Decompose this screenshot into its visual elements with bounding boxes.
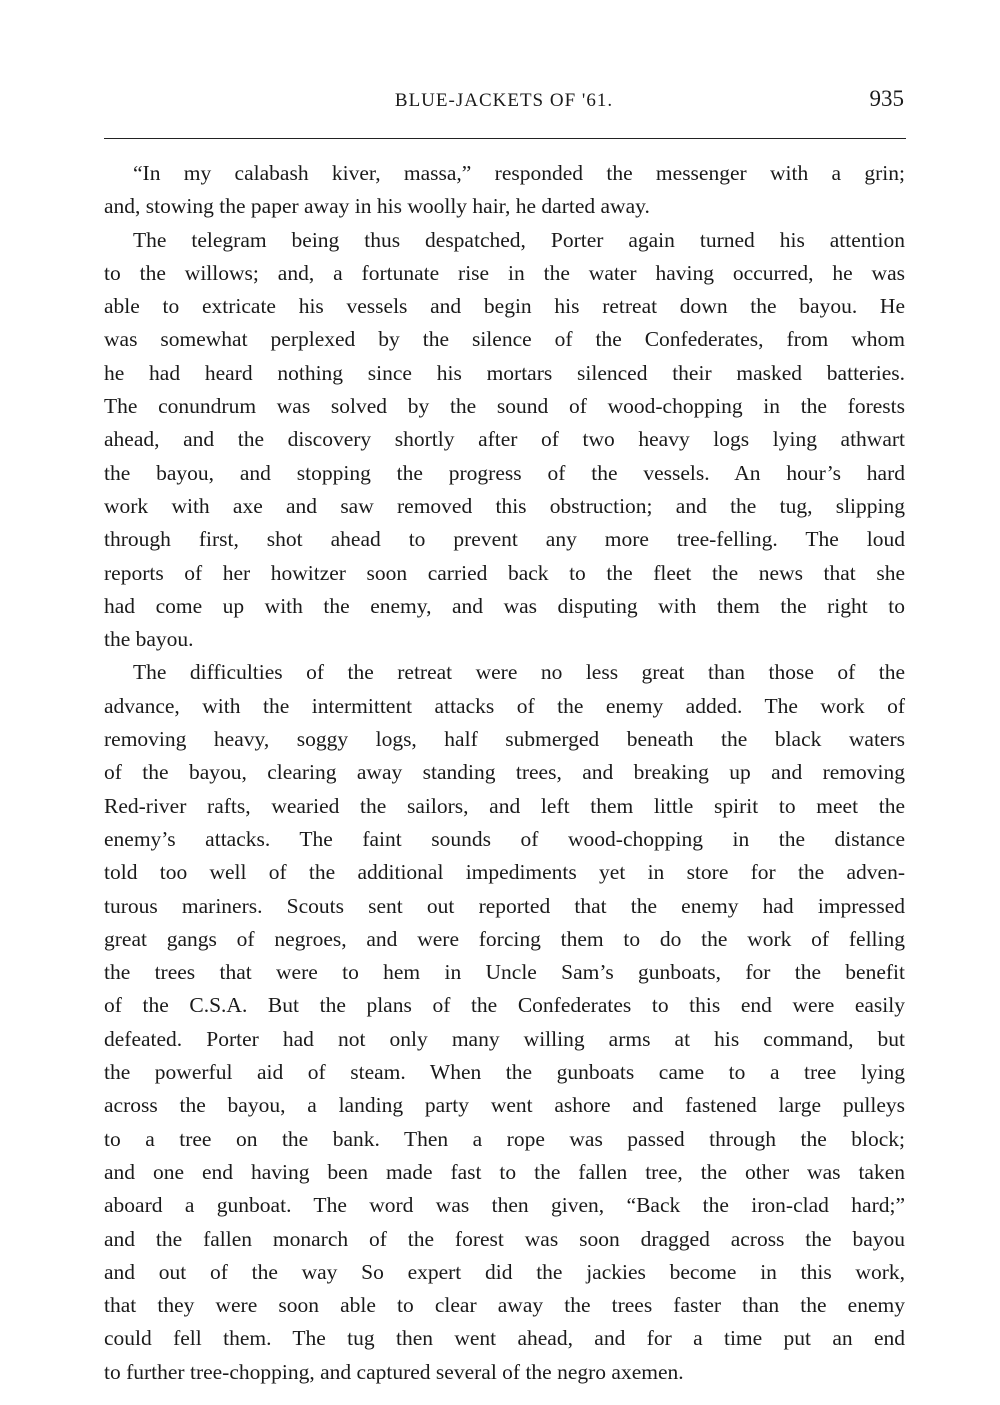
- text-line: the powerful aid of steam. When the gunboats came to a tree lying: [104, 1060, 905, 1085]
- paragraph: [104, 157, 905, 224]
- text-line: ahead, and the discovery shortly after of two heavy logs lying athwart: [104, 427, 905, 452]
- text-line: advance, with the intermittent attacks of the enemy added. The work of: [104, 693, 905, 718]
- paragraph: [104, 656, 905, 1389]
- text-line: great gangs of negroes, and were forcing them to do the work of felling: [104, 926, 905, 951]
- text-line: the bayou, and stopping the progress of the vessels. An hour’s hard: [104, 460, 905, 485]
- header-rule: [104, 138, 906, 139]
- text-line: and one end having been made fast to the fallen tree, the other was taken: [104, 1159, 905, 1184]
- text-line: and the fallen monarch of the forest was soon dragged across the bayou: [104, 1226, 905, 1251]
- text-line: he had heard nothing since his mortars silenced their masked batteries.: [104, 360, 905, 385]
- text-line: enemy’s attacks. The faint sounds of wood-chopping in the distance: [104, 826, 905, 851]
- body-text: [104, 157, 905, 1389]
- text-line: able to extricate his vessels and begin his retreat down the bayou. He: [104, 294, 905, 319]
- text-line: had come up with the enemy, and was disputing with them the right to: [104, 593, 905, 618]
- text-line: could fell them. The tug then went ahead, and for a time put an end: [104, 1326, 905, 1351]
- paragraph: [104, 224, 905, 657]
- page-header: [104, 86, 904, 116]
- text-line: “In my calabash kiver, massa,” responded the messenger with a grin;: [133, 161, 905, 185]
- text-line: the trees that were to hem in Uncle Sam’s gunboats, for the benefit: [104, 960, 905, 985]
- text-line: the bayou.: [104, 627, 194, 652]
- text-line: was somewhat perplexed by the silence of the Confederates, from whom: [104, 327, 905, 352]
- text-line: work with axe and saw removed this obstruction; and the tug, slipping: [104, 493, 905, 518]
- text-line: aboard a gunboat. The word was then given, “Back the iron-clad hard;”: [104, 1193, 905, 1218]
- text-line: to the willows; and, a fortunate rise in the water having occurred, he was: [104, 260, 905, 285]
- text-line: to a tree on the bank. Then a rope was passed through the block;: [104, 1126, 905, 1151]
- text-line: reports of her howitzer soon carried back to the fleet the news that she: [104, 560, 905, 585]
- text-line: told too well of the additional impediments yet in store for the adven-: [104, 860, 905, 885]
- text-line: The difficulties of the retreat were no less great than those of the: [133, 660, 905, 685]
- page-number: 935: [869, 86, 904, 111]
- text-line: removing heavy, soggy logs, half submerged beneath the black waters: [104, 727, 905, 752]
- text-line: and out of the way So expert did the jackies become in this work,: [104, 1259, 905, 1284]
- text-line: defeated. Porter had not only many willing arms at his command, but: [104, 1026, 905, 1051]
- text-line: across the bayou, a landing party went ashore and fastened large pulleys: [104, 1093, 905, 1118]
- text-line: through first, shot ahead to prevent any more tree-felling. The loud: [104, 527, 905, 552]
- text-line: that they were soon able to clear away the trees faster than the enemy: [104, 1293, 905, 1318]
- text-line: The telegram being thus despatched, Porter again turned his attention: [133, 227, 905, 252]
- text-line: turous mariners. Scouts sent out reported that the enemy had impressed: [104, 893, 905, 918]
- text-line: Red-river rafts, wearied the sailors, and left them little spirit to meet the: [104, 793, 905, 818]
- text-line: of the C.S.A. But the plans of the Confederates to this end were easily: [104, 993, 905, 1018]
- text-line: of the bayou, clearing away standing trees, and breaking up and removing: [104, 760, 905, 785]
- text-line: The conundrum was solved by the sound of wood-chopping in the forests: [104, 394, 905, 419]
- running-title: BLUE-JACKETS OF '61.: [394, 90, 614, 111]
- text-line: and, stowing the paper away in his woolly hair, he darted away.: [104, 194, 650, 219]
- text-line: to further tree-chopping, and captured several of the negro axemen.: [104, 1359, 684, 1384]
